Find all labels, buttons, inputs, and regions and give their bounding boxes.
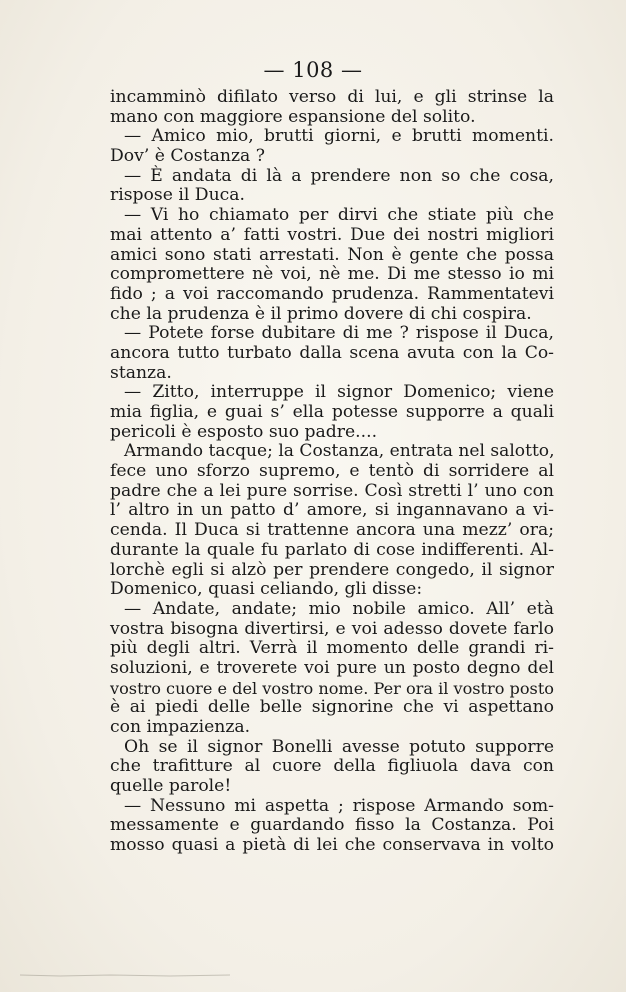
text-line: incamminò difilato verso di lui, e gli strinse la — [110, 87, 554, 107]
text-line: amici sono stati arrestati. Non è gente che possa — [110, 244, 554, 265]
text-line: padre che a lei pure sorrise. Così stretti l’ uno con — [110, 480, 554, 501]
text-line: è ai piedi delle belle signorine che vi aspettano — [110, 697, 554, 718]
text-line: fido ; a voi raccomando prudenza. Rammentatevi — [110, 283, 554, 304]
text-line: Domenico, quasi celiando, gli disse: — [110, 579, 423, 600]
text-line: l’ altro in un patto d’ amore, si ingannavano a vi- — [110, 500, 554, 521]
text-line: quelle parole! — [110, 776, 232, 797]
text-line: vostro cuore e del vostro nome. Per ora il vostro posto — [110, 678, 554, 698]
text-line: ancora tutto turbato dalla scena avuta con la Co- — [110, 342, 554, 363]
text-line: — Zitto, interruppe il signor Domenico; viene — [124, 382, 554, 403]
text-line: più degli altri. Verrà il momento delle grandi ri- — [110, 638, 554, 659]
body-text — [110, 88, 554, 856]
text-line: — Andate, andate; mio nobile amico. All’ età — [124, 598, 554, 619]
text-line: — Amico mio, brutti giorni, e brutti momenti. — [124, 126, 554, 147]
text-line: mosso quasi a pietà di lei che conservava in volto — [110, 835, 554, 856]
text-line: compromettere nè voi, nè me. Di me stesso io mi — [110, 264, 554, 285]
text-line: Armando tacque; la Costanza, entrata nel salotto, — [124, 441, 555, 462]
text-line: pericoli è esposto suo padre.... — [110, 421, 378, 442]
text-line: fece uno sforzo supremo, e tentò di sorridere al — [110, 461, 554, 482]
text-line: — È andata di là a prendere non so che cosa, — [124, 165, 554, 186]
text-line: — Vi ho chiamato per dirvi che stiate più che — [124, 205, 554, 226]
text-line: lorchè egli si alzò per prendere congedo, il signor — [110, 559, 554, 580]
text-line: vostra bisogna divertirsi, e voi adesso dovete farlo — [110, 618, 554, 639]
text-line: che la prudenza è il primo dovere di chi cospira. — [110, 303, 532, 324]
text-line: con impazienza. — [110, 717, 251, 737]
text-line: — Potete forse dubitare di me ? rispose il Duca, — [124, 323, 554, 344]
text-line: mai attento a’ fatti vostri. Due dei nostri migliori — [110, 224, 554, 245]
text-line: stanza. — [110, 362, 172, 383]
text-line: Dov’ è Costanza ? — [110, 146, 265, 167]
text-line: mia figlia, e guai s’ ella potesse supporre a quali — [110, 402, 554, 422]
text-line: rispose il Duca. — [110, 185, 245, 206]
text-line: mano con maggiore espansione del solito. — [110, 106, 476, 127]
text-line: soluzioni, e troverete voi pure un posto degno del — [110, 657, 554, 678]
text-line: durante la quale fu parlato di cose indifferenti. Al- — [110, 539, 554, 560]
page-number: — 108 — — [263, 58, 363, 82]
text-line: — Nessuno mi aspetta ; rispose Armando som- — [124, 795, 554, 816]
text-line: cenda. Il Duca si trattenne ancora una mezz’ ora; — [110, 520, 554, 541]
text-line: messamente e guardando fisso la Costanza. Poi — [110, 815, 554, 836]
text-line: che trafitture al cuore della figliuola dava con — [110, 756, 554, 777]
text-line: Oh se il signor Bonelli avesse potuto supporre — [124, 736, 554, 757]
page-edge-mark — [0, 972, 626, 978]
